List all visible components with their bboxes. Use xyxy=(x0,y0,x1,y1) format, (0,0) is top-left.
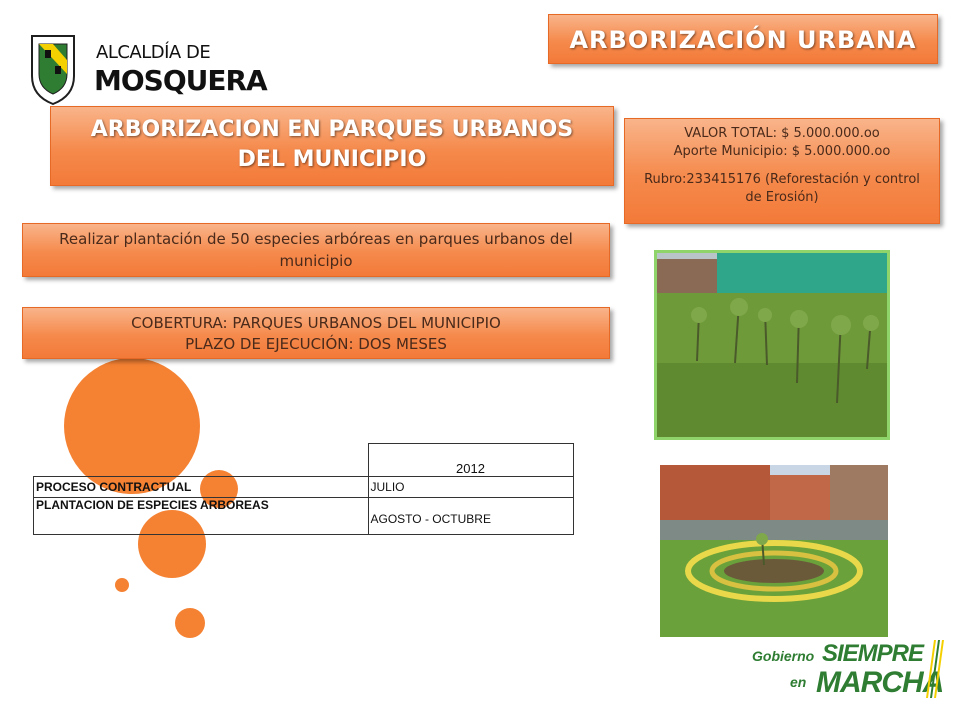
decor-circle-small-2 xyxy=(175,608,205,638)
row-label-plantacion: PLANTACION DE ESPECIES ARBOREAS xyxy=(34,498,369,535)
project-title-line1: ARBORIZACION EN PARQUES URBANOS xyxy=(90,117,574,142)
main-title: ARBORIZACIÓN URBANA xyxy=(548,14,938,64)
project-description: Realizar plantación de 50 especies arbóreas en parques urbanos del municipio xyxy=(22,223,610,277)
budget-municipal: Aporte Municipio: $ 5.000.000.oo xyxy=(673,144,891,159)
coverage-box xyxy=(22,307,610,359)
logo-text-line2: MOSQUERA xyxy=(94,64,267,97)
decor-circle-tiny xyxy=(115,578,129,592)
gobierno-logo xyxy=(744,638,944,700)
row-value-contractual: JULIO xyxy=(368,477,573,498)
alcaldia-logo xyxy=(28,30,267,106)
en-word: en xyxy=(790,674,807,690)
logo-text-line1: ALCALDÍA DE xyxy=(96,42,211,63)
flag-stripes-icon xyxy=(924,640,944,698)
table-header-row xyxy=(34,444,574,477)
term-text: PLAZO DE EJECUCIÓN: DOS MESES xyxy=(185,335,447,353)
park-photo-2 xyxy=(660,465,888,637)
gobierno-word: Gobierno xyxy=(752,648,815,664)
schedule-table xyxy=(33,443,574,535)
row-value-plantacion: AGOSTO - OCTUBRE xyxy=(368,498,573,535)
table-row xyxy=(34,477,574,498)
project-title-line2: DEL MUNICIPIO xyxy=(237,147,427,172)
park-photo-1 xyxy=(654,250,890,440)
siempre-word: SIEMPRE xyxy=(822,640,924,667)
row-label-contractual: PROCESO CONTRACTUAL xyxy=(34,477,369,498)
table-row xyxy=(34,498,574,535)
budget-box xyxy=(624,118,940,224)
table-year-header: 2012 xyxy=(368,444,573,477)
table-header-empty xyxy=(34,444,369,477)
mosquera-seal-icon xyxy=(28,30,78,106)
marcha-word: MARCHA xyxy=(816,666,944,699)
budget-total: VALOR TOTAL: $ 5.000.000.oo xyxy=(684,126,880,141)
coverage-text: COBERTURA: PARQUES URBANOS DEL MUNICIPIO xyxy=(131,314,501,332)
budget-rubro: Rubro:233415176 (Reforestación y control de Erosión) xyxy=(644,172,920,205)
project-title xyxy=(50,106,614,186)
